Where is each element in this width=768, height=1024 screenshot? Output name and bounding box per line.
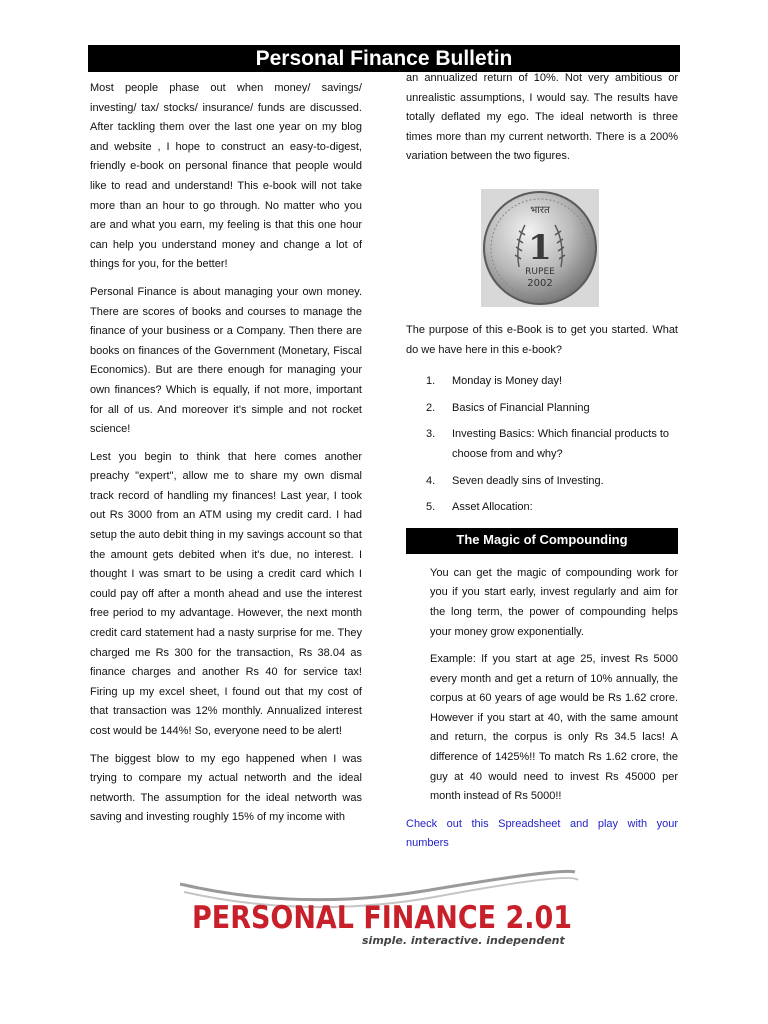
coin-denomination: 1	[528, 227, 552, 268]
coin-year: 2002	[527, 277, 553, 289]
paragraph: The purpose of this e-Book is to get you started. What do we have here in this e-book?	[406, 323, 678, 356]
left-column	[90, 79, 362, 836]
paragraph: Example: If you start at age 25, invest Rs 5000 every month and get a return of 10% annually, the corpus at 60 years of age would be Rs 1.62 crore. However if you start at 40, with the same amount and return, the corpus is only Rs 34.5 lacs! A difference of 1425%!! To match Rs 1.62 crore, the guy at 40 would need to invest Rs 45000 per month instead of Rs 5000!!	[430, 653, 678, 803]
personal-finance-logo	[180, 862, 580, 952]
list-item: 5. Asset Allocation:	[426, 501, 533, 514]
page-title: Personal Finance Bulletin	[88, 45, 680, 72]
section-heading: The Magic of Compounding	[406, 528, 678, 554]
coin-top-text: भारत	[530, 204, 550, 216]
list-item: 3. Investing Basics: Which financial products to choose from and why?	[426, 428, 670, 460]
right-column	[406, 69, 678, 862]
paragraph: Most people phase out when money/ savings/ investing/ tax/ stocks/ insurance/ funds are discussed. After tackling them over the last one year on my blog and website , I hope to construct an easy-to-digest, friendly e-book on personal finance that people would like to read and understand! This e-book will not take more than an hour to go through. No matter who you are and what you earn, my feeling is that this one hour can help you understand money and change a lot of things for you, for the better!	[90, 82, 362, 271]
contents-list	[406, 372, 678, 518]
paragraph: Personal Finance is about managing your own money. There are scores of books and courses to manage the finance of your business or a Company. Then there are books on finances of the Government (Monetary, Fiscal Economics). But are there enough for managing your own finances? Which is equally, if not more, important for all of us. And moreover it's simple and not rocket science!	[90, 285, 362, 436]
paragraph: an annualized return of 10%. Not very ambitious or unrealistic assumptions, I would say. The results have totally deflated my ego. The ideal networth is three times more than my current networth. There is a 200% variation between the two figures.	[406, 72, 678, 163]
paragraph: Lest you begin to think that here comes another preachy "expert", allow me to share my own dismal track record of handling my finances! Last year, I took out Rs 3000 from an ATM using my credit card. I had setup the auto debit thing in my savings account so that the amount gets debited when it's due, no interest. I thought I was smart to be using a credit card which I could pay off after a month ahead and use the interest free period to my advantage. However, the next month credit card statement had a nasty surprise for me. They charged me Rs 300 for the transaction, Rs 38.04 as finance charges and another Rs 40 for service tax! Firing up my excel sheet, I found out that my cost of that transaction was 12% monthly. Annualized interest cost would be 144%! So, everyone need to be alert!	[90, 450, 362, 737]
rupee-coin-image	[481, 189, 599, 307]
coin-word: RUPEE	[525, 266, 555, 277]
list-item: 2. Basics of Financial Planning	[426, 401, 590, 414]
paragraph: The biggest blow to my ego happened when I was trying to compare my actual networth and the ideal networth. The assumption for the ideal networth was saving and investing roughly 15% of my income with	[90, 752, 362, 824]
list-item: 1. Monday is Money day!	[426, 375, 563, 388]
logo-tagline: simple. interactive. independent	[362, 934, 565, 947]
list-item: 4. Seven deadly sins of Investing.	[426, 474, 604, 487]
spreadsheet-link[interactable]: Check out this Spreadsheet and play with your numbers	[406, 817, 678, 850]
paragraph: You can get the magic of compounding work for you if you start early, invest regularly and aim for the long term, the power of compounding helps your money grow exponentially.	[430, 566, 678, 638]
logo-name: PERSONAL FINANCE 2.01	[192, 900, 572, 936]
